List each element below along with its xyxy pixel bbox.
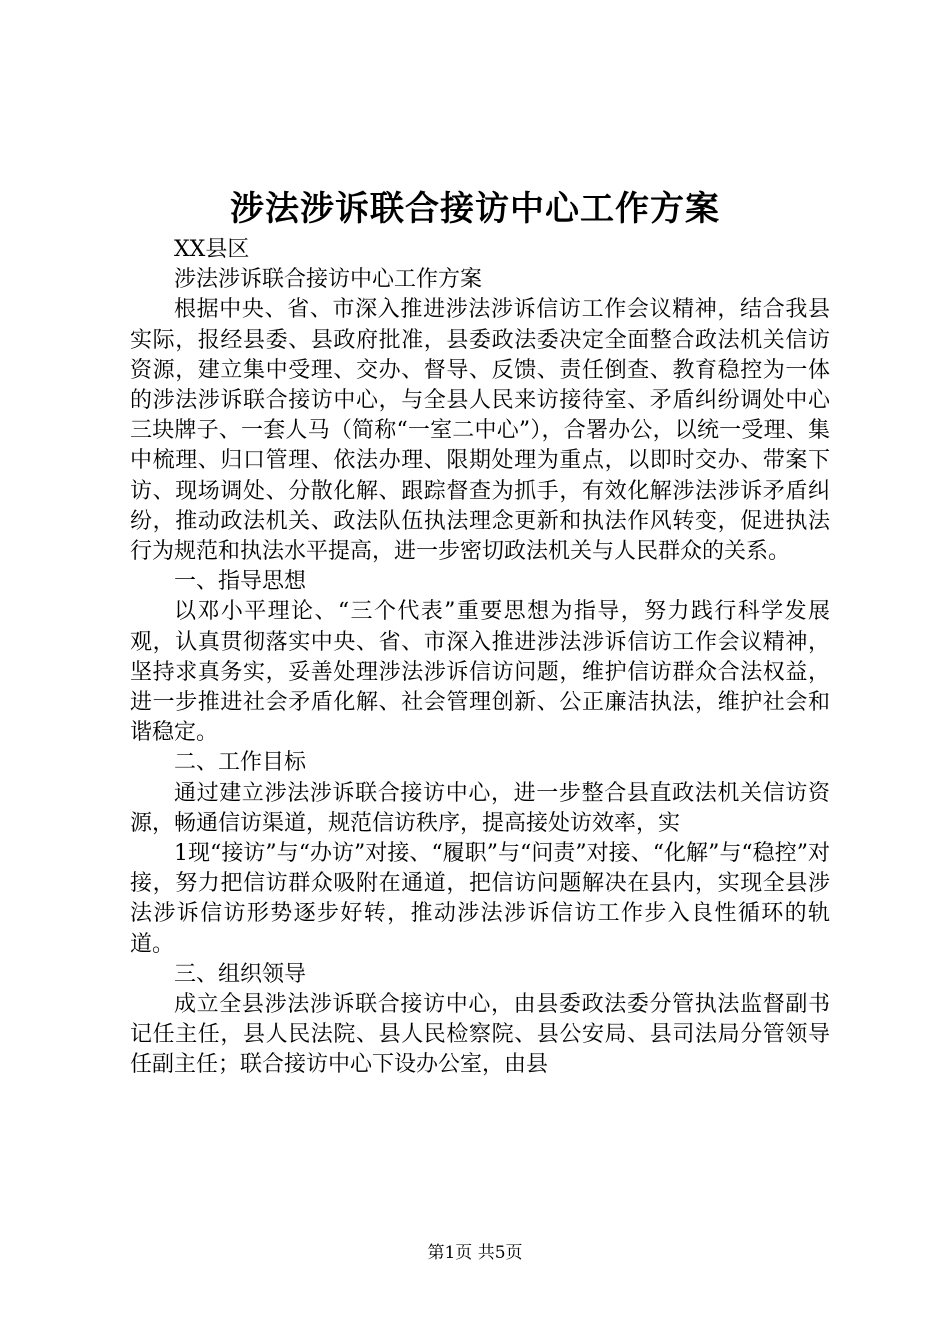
- section-heading-guiding-thought: 一、指导思想: [174, 569, 307, 595]
- section-heading-organization: 三、组织领导: [174, 961, 307, 987]
- document-title: 涉法涉诉联合接访中心工作方案: [230, 189, 720, 229]
- paragraph-subtitle: 涉法涉诉联合接访中心工作方案: [174, 267, 483, 293]
- paragraph-organization: 成立全县涉法涉诉联合接访中心，由县委政法委分管执法监督副书记任主任，县人民法院、县人民检察院、县公安局、县司法局分管领导任副主任；联合接访中心下设办公室，由县: [130, 992, 830, 1078]
- page-footer: [0, 1240, 950, 1266]
- paragraph-intro: 根据中央、省、市深入推进涉法涉诉信访工作会议精神，结合我县实际，报经县委、县政府批准，县委政法委决定全面整合政法机关信访资源，建立集中受理、交办、督导、反馈、责任倒查、教育稳控为一体的涉法涉诉联合接访中心，与全县人民来访接待室、矛盾纠纷调处中心三块牌子、一套人马（简称“一室二中心”），合署办公，以统一受理、集中梳理、归口管理、依法办理、限期处理为重点，以即时交办、带案下访、现场调处、分散化解、跟踪督查为抓手，有效化解涉法涉诉矛盾纠纷，推动政法机关、政法队伍执法理念更新和执法作风转变，促进执法行为规范和执法水平提高，进一步密切政法机关与人民群众的关系。: [130, 297, 830, 565]
- paragraph-region: XX县区: [174, 237, 250, 262]
- paragraph-guiding-thought: 以邓小平理论、“三个代表”重要思想为指导，努力践行科学发展观，认真贯彻落实中央、省、市深入推进涉法涉诉信访工作会议精神，坚持求真务实，妥善处理涉法涉诉信访问题，维护信访群众合法权益，进一步推进社会矛盾化解、社会管理创新、公正廉洁执法，维护社会和谐稳定。: [130, 599, 830, 746]
- document-body: [130, 235, 830, 1081]
- paragraph-work-goal-part1: 通过建立涉法涉诉联合接访中心，进一步整合县直政法机关信访资源，畅通信访渠道，规范信访秩序，提高接处访效率，实: [130, 780, 830, 836]
- section-heading-work-goal: 二、工作目标: [174, 750, 307, 776]
- paragraph-work-goal-part2: 1现“接访”与“办访”对接、“履职”与“问责”对接、“化解”与“稳控”对接，努力把信访群众吸附在通道，把信访问题解决在县内，实现全县涉法涉诉信访形势逐步好转，推动涉法涉诉信访工作步入良性循环的轨道。: [130, 841, 830, 957]
- page-number: 第1页 共5页: [427, 1243, 523, 1263]
